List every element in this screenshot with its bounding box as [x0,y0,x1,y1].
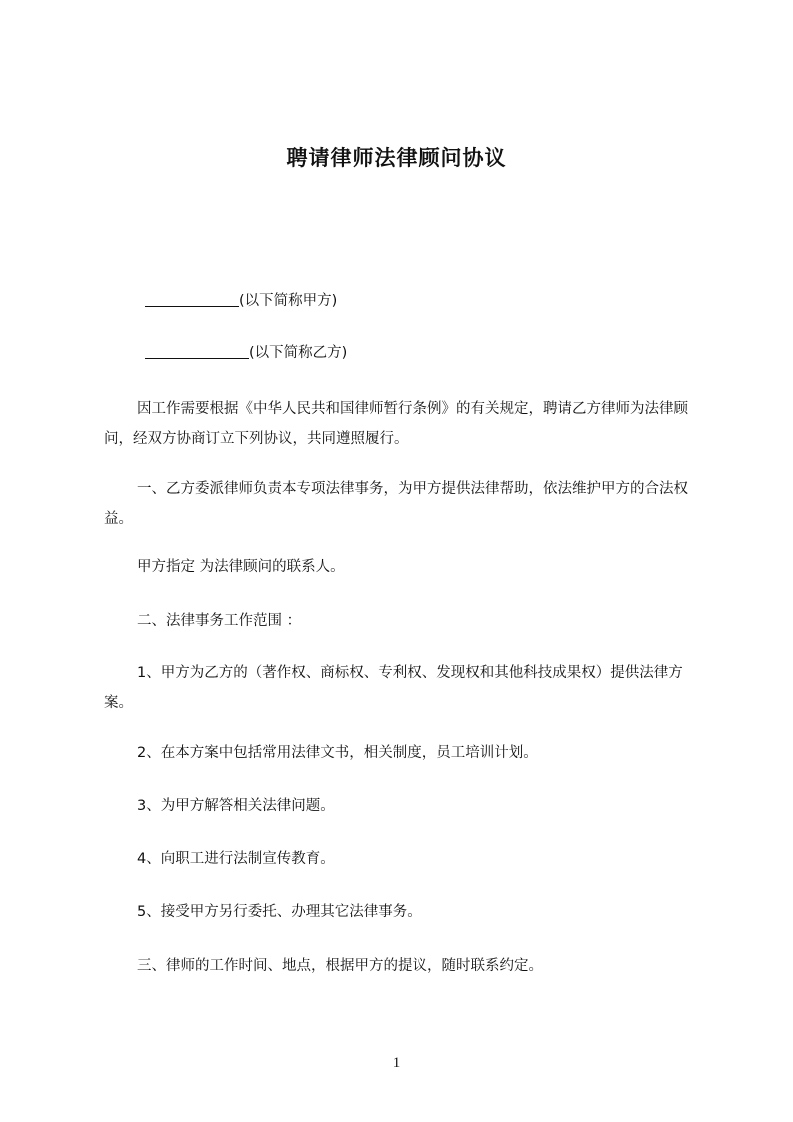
scope-item-2: 2、在本方案中包括常用法律文书，相关制度，员工培训计划。 [137,745,538,761]
scope-item-4: 4、向职工进行法制宣传教育。 [137,851,335,867]
party-b-blank [145,342,249,359]
clause-1-paragraph: 一、乙方委派律师负责本专项法律事务，为甲方提供法律帮助，依法维护甲方的合法权益。 [104,481,688,527]
party-a-blank [145,290,239,307]
scope-item-1: 1、甲方为乙方的（著作权、商标权、专利权、发现权和其他科技成果权）提供法律方案。 [104,665,683,711]
party-a-line [145,289,337,313]
document-title: 聘请律师法律顾问协议 [286,146,507,170]
clause-3-paragraph: 三、律师的工作时间、地点，根据甲方的提议，随时联系约定。 [137,958,543,974]
party-b-line [145,341,347,365]
scope-item-5: 5、接受甲方另行委托、办理其它法律事务。 [137,904,422,920]
party-a-label: (以下简称甲方) [239,293,338,309]
scope-item-3: 3、为甲方解答相关法律问题。 [137,798,335,814]
party-b-label: (以下简称乙方) [249,345,348,361]
contact-paragraph: 甲方指定 为法律顾问的联系人。 [137,559,345,575]
clause-2-heading: 二、法律事务工作范围 ： [137,613,302,629]
intro-paragraph: 因工作需要根据《中华人民共和国律师暂行条例》的有关规定，聘请乙方律师为法律顾问，经双方协商订立下列协议，共同遵照履行。 [104,401,688,447]
page-number: 1 [392,1055,401,1071]
